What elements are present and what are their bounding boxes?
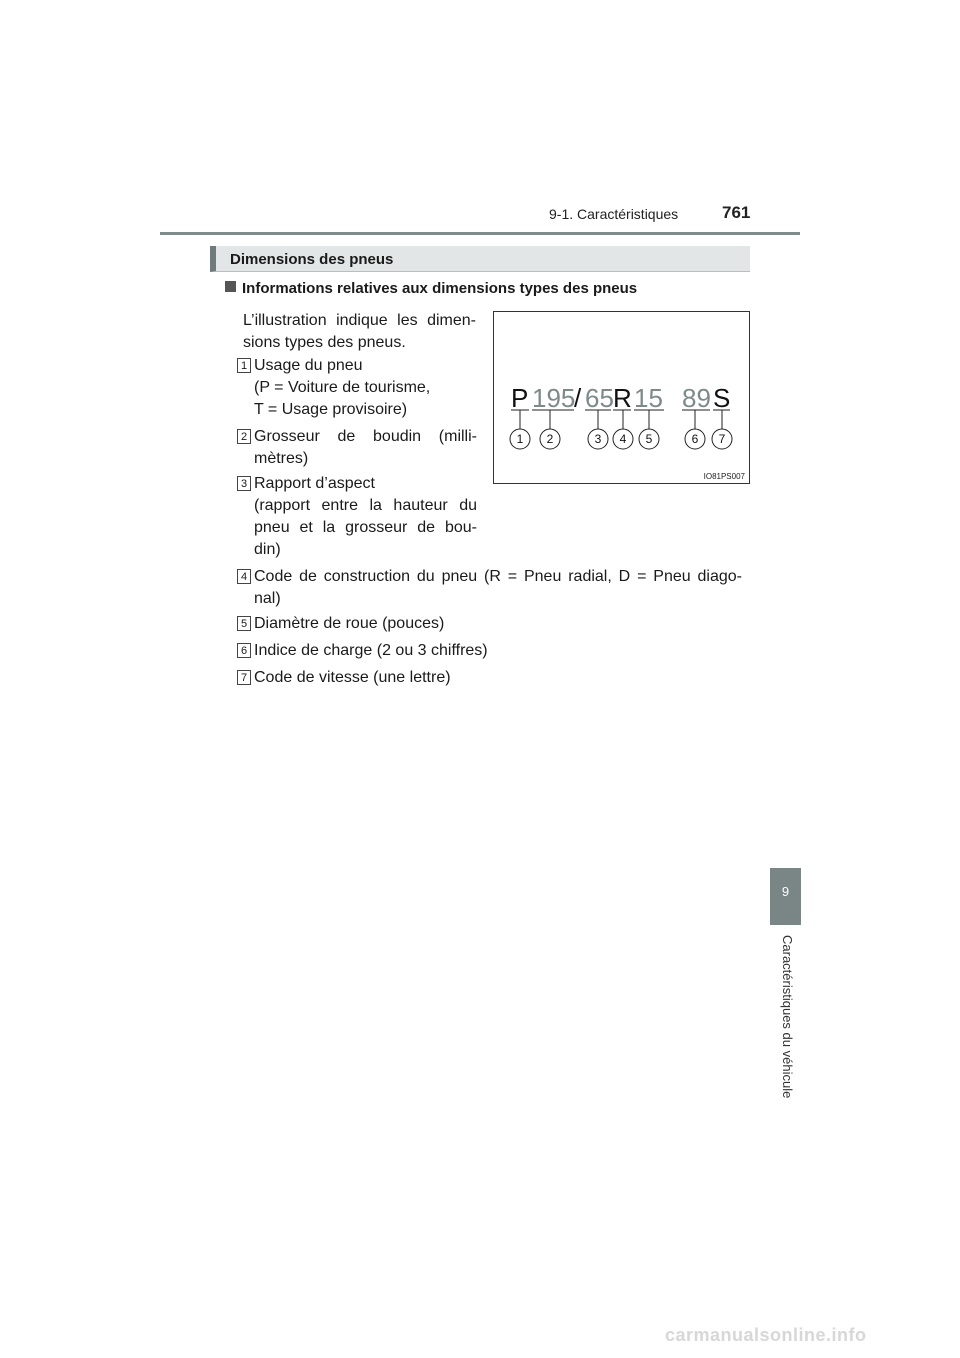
item-line: Code de construction du pneu (R = Pneu radial, D = Pneu diago- [254,568,742,585]
item-line: Grosseur de boudin (milli- [254,428,477,445]
subheading [225,280,637,297]
item-line: T = Usage provisoire) [254,401,408,418]
callout-2: 2 [546,432,554,446]
callout-1: 1 [516,432,524,446]
item-line: Indice de charge (2 ou 3 chiffres) [254,642,488,659]
item-line: (P = Voiture de tourisme, [254,379,431,396]
callout-4: 4 [619,432,627,446]
bullet-square-icon [225,281,236,292]
item-number: 4 [237,569,251,584]
watermark: carmanualsonline.info [665,1325,867,1345]
item-line: pneu et la grosseur de bou- [254,519,477,536]
item-number: 6 [237,643,251,658]
tire-code-part-rim: 15 [634,383,663,413]
callout-6: 6 [691,432,699,446]
callout-7: 7 [718,432,726,446]
item-line: mètres) [254,450,309,467]
tire-size-illustration [493,311,750,484]
item-number: 5 [237,616,251,631]
chapter-label: Caractéristiques du véhicule [780,935,795,1099]
item-number: 3 [237,476,251,491]
item-number: 7 [237,670,251,685]
header-section-title: 9-1. Caractéristiques [549,206,679,222]
item-line: din) [254,541,281,558]
tire-code-part-aspect: 65 [585,383,614,413]
tire-code-part-p: P [511,383,529,413]
item-line: Code de vitesse (une lettre) [254,669,451,686]
item-number: 2 [237,429,251,444]
item-line: Rapport d’aspect [254,475,375,492]
section-title: Dimensions des pneus [230,251,394,268]
section-title-bar [210,246,750,272]
item-line: Usage du pneu [254,357,363,374]
tire-code-part-slash: / [574,383,582,413]
callout-5: 5 [645,432,653,446]
chapter-tab [770,868,801,925]
header-divider [160,232,800,235]
page-number: 761 [722,203,751,222]
tire-code-part-speed: S [713,383,731,413]
intro-paragraph: L’illustration indique les dimen-sions types des pneus. [243,312,476,351]
figure-code: IO81PS007 [703,472,745,481]
callout-3: 3 [594,432,602,446]
tire-code-part-r: R [613,383,632,413]
item-line: nal) [254,590,281,607]
tire-size-diagram [494,312,749,483]
subheading-text: Informations relatives aux dimensions types des pneus [242,280,638,297]
tire-code-part-width: 195 [532,383,576,413]
item-number: 1 [237,358,251,373]
item-line: (rapport entre la hauteur du [254,497,477,514]
item-line: Diamètre de roue (pouces) [254,615,445,632]
chapter-number: 9 [781,884,790,899]
tire-code-part-load: 89 [682,383,711,413]
